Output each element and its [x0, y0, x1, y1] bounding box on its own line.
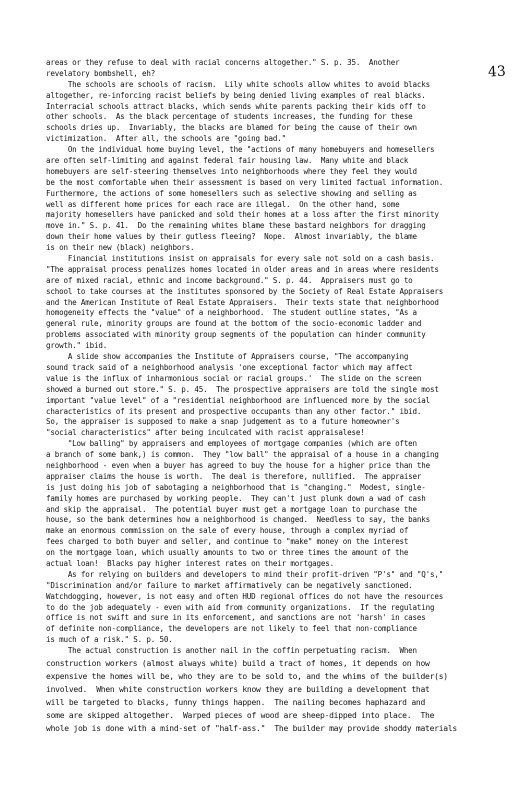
body-text: [46, 58, 510, 735]
text-line: fees charged to both buyer and seller, and continue to "make" money on the interest: [46, 537, 409, 547]
text-line: are often self-limiting and against federal fair housing law. Many white and black: [46, 156, 409, 166]
text-line: on the mortgage loan, which usually amounts to two or three times the amount of the: [46, 548, 409, 558]
text-line: neighborhood - even when a buyer has agreed to buy the house for a higher price than the: [46, 460, 430, 470]
text-line: homebuyers are self-steering themselves into neighborhoods where they feel they would: [46, 166, 417, 176]
text-line: expensive the homes will be, who they are to be sold to, and the whims of the builder(s): [46, 671, 448, 681]
text-line: a branch of some bank,) is common. They "low ball" the appraisal of a house in a changing: [46, 450, 439, 460]
text-line: sound track said of a neighborhood analysis 'one exceptional factor which may affect: [46, 362, 413, 372]
text-line: showed a burned out store." S. p. 45. The prospective appraisers are told the single most: [46, 384, 439, 394]
text-line: other schools. As the black percentage of students increases, the funding for these: [46, 112, 413, 122]
text-line: problems associated with minority group segments of the population can hinder community: [46, 330, 426, 340]
text-line: appraiser claims the house is worth. The deal is therefore, nullified. The appraiser: [46, 471, 422, 481]
text-line: involved. When white construction workers know they are building a development that: [46, 684, 430, 694]
text-line: On the individual home buying level, the "actions of many homebuyers and homesellers: [46, 145, 435, 155]
text-line: "The appraisal process penalizes homes located in older areas and in areas where residents: [46, 264, 439, 274]
text-line: As for relying on builders and developers to mind their profit-driven "P's" and "Q's,": [46, 569, 444, 579]
text-line: Interracial schools attract blacks, which sends white parents packing their kids off to: [46, 101, 426, 111]
text-line: The schools are schools of racism. Lily white schools allow whites to avoid blacks: [46, 79, 430, 89]
text-line: Furthermore, the actions of some homesellers such as selective showing and selling as: [46, 188, 417, 198]
text-line: characteristics of its present and prospective occupants than any other factor." ibid.: [46, 406, 422, 416]
text-line: A slide show accompanies the Institute of Appraisers course, "The accompanying: [46, 352, 409, 362]
text-line: and skip the appraisal. The potential buyer must get a mortgage loan to purchase the: [46, 504, 417, 514]
text-line: majority homesellers have panicked and sold their homes at a loss after the first minority: [46, 210, 439, 220]
text-line: house, so the bank determines how a neighborhood is changed. Needless to say, the banks: [46, 515, 430, 525]
text-line: Watchdogging, however, is not easy and often HUD regional offices do not have the resources: [46, 591, 444, 601]
text-line: areas or they refuse to deal with racial concerns altogether." S. p. 35. Another: [46, 58, 400, 67]
text-line: victimization. After all, the schools are "going bad.": [46, 134, 286, 144]
text-line: of definite non-compliance, the developers are not likely to feel that non-compliance: [46, 624, 417, 634]
text-line: "Discrimination and/or failure to market affirmatively can be negatively sanctioned.: [46, 580, 413, 590]
text-line: homogeneity effects the "value" of a neighborhood. The student outline states, "As a: [46, 308, 417, 318]
text-line: is just doing his job of sabotaging a neighborhood that is "changing." Modest, single-: [46, 482, 426, 492]
text-line: construction workers (almost always white) build a tract of homes, it depends on how: [46, 658, 430, 668]
text-line: be the most comfortable when their assessment is based on very limited factual information.: [46, 177, 444, 187]
text-line: growth." ibid.: [46, 341, 108, 351]
text-line: schools dries up. Invariably, the blacks are blamed for being the cause of their own: [46, 123, 417, 133]
text-line: well as different home prices for each race are illegal. On the other hand, some: [46, 199, 400, 209]
text-line: "Low balling" by appraisers and employees of mortgage companies (which are often: [46, 439, 417, 449]
text-line: important "value level" of a "residential neighborhood are influenced more by the social: [46, 395, 430, 405]
text-line: general rule, minority groups are found at the bottom of the socio-economic ladder and: [46, 319, 422, 329]
text-line: is on their new (black) neighbors.: [46, 243, 195, 253]
text-line: down their home values by their gutless fleeing? Nope. Almost invariably, the blame: [46, 232, 417, 242]
text-line: some are skipped altogether. Warped pieces of wood are sheep-dipped into place. The: [46, 710, 435, 720]
text-line: family homes are purchased by working people. They can't just plunk down a wad of cash: [46, 493, 426, 503]
text-line: is much of a risk." S. p. 50.: [46, 635, 173, 645]
text-line: move in." S. p. 41. Do the remaining whites blame these bastard neighbors for dragging: [46, 221, 426, 231]
text-line: and the American Institute of Real Estate Appraisers. Their texts state that neighborhood: [46, 297, 439, 307]
text-line: actual loan! Blacks pay higher interest rates on their mortgages.: [46, 558, 334, 568]
text-line: Financial institutions insist on appraisals for every sale not sold on a cash basis.: [46, 254, 435, 264]
text-line: will be targeted to blacks, funny things happen. The nailing becomes haphazard and: [46, 697, 426, 707]
text-line: office is not swift and sure in its enforcement, and sanctions are not 'harsh' in cases: [46, 613, 426, 623]
text-line: revelatory bombshell, eh?: [46, 68, 156, 78]
text-line: whole job is done with a mind-set of "half-ass." The builder may provide shoddy materials: [46, 723, 457, 733]
page-number: 43: [487, 63, 507, 81]
text-line: to do the job adequately - even with aid from community organizations. If the regulating: [46, 602, 435, 612]
text-line: altogether, re-inforcing racist beliefs by being denied living examples of real blacks.: [46, 90, 426, 100]
text-line: make an enormous commission on the sale of every house, through a complex myriad of: [46, 526, 409, 536]
text-line: The actual construction is another nail in the coffin perpetuating racism. When: [46, 646, 417, 656]
text-line: "social characteristics" after being inculcated with racist appraisalese!: [46, 428, 365, 438]
text-line: So, the appraiser is supposed to make a snap judgement as to a future homeowner's: [46, 417, 400, 427]
text-line: value is the influx of inharmonious social or racial groups.' The slide on the screen: [46, 373, 422, 383]
text-line: are of mixed racial, ethnic and income background." S. p. 44. Appraisers must go to: [46, 275, 413, 285]
text-line: school to take courses at the institutes sponsored by the Society of Real Estate Appraisers: [46, 286, 444, 296]
